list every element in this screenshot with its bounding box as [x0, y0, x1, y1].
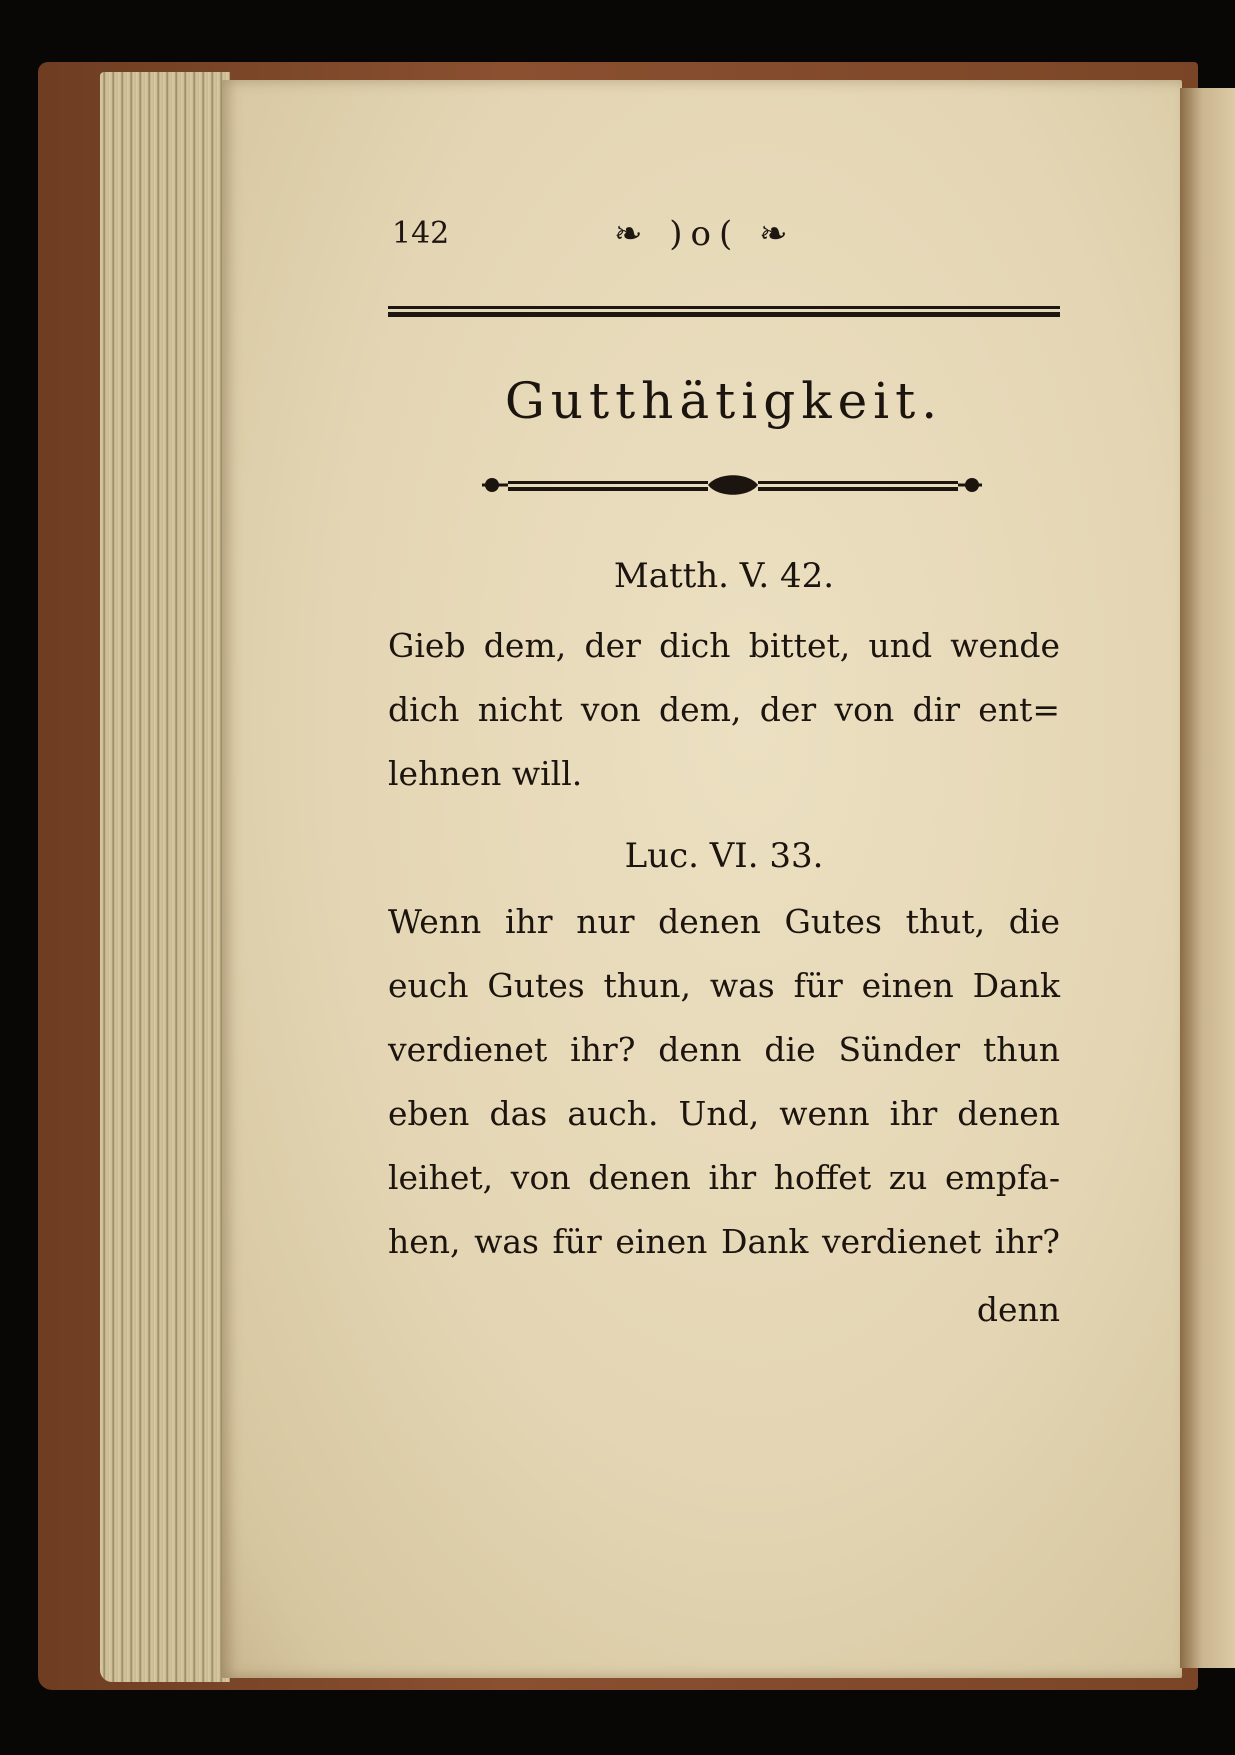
- verse-line: hen, was für einen Dank verdienet ihr?: [388, 1222, 1060, 1261]
- book-page: [222, 80, 1182, 1678]
- catchword: denn: [976, 1290, 1060, 1329]
- title-ornament-icon: [478, 468, 986, 502]
- page-number: 142: [392, 216, 450, 251]
- page-header: [392, 214, 1062, 254]
- verse-line: eben das auch. Und, wenn ihr denen: [388, 1094, 1060, 1133]
- verse-line: verdienet ihr? denn die Sünder thun: [388, 1030, 1060, 1069]
- verse-paragraph-1: [388, 614, 1060, 806]
- verse-line: dich nicht von dem, der von dir ent=: [388, 690, 1060, 729]
- rule-thick-line: [388, 312, 1060, 317]
- verse-line: lehnen will.: [388, 754, 583, 793]
- facing-page-edge: [1180, 88, 1235, 1668]
- verse-line: leihet, von denen ihr hoffet zu empfa-: [388, 1158, 1060, 1197]
- chapter-title: Gutthätigkeit.: [504, 372, 944, 430]
- verse-paragraph-2: [388, 890, 1060, 1274]
- page-edges: [100, 72, 230, 1682]
- bible-reference-1: Matth. V. 42.: [613, 556, 835, 596]
- rule-thin-line: [388, 306, 1060, 309]
- header-rule: [388, 306, 1060, 318]
- verse-line: Wenn ihr nur denen Gutes thut, die: [388, 902, 1060, 941]
- bible-reference-2: Luc. VI. 33.: [624, 836, 824, 876]
- verse-line: Gieb dem, der dich bittet, und wende: [388, 626, 1060, 665]
- verse-line: euch Gutes thun, was für einen Dank: [388, 966, 1060, 1005]
- running-head-ornament: ❧ )o( ❧: [614, 214, 796, 254]
